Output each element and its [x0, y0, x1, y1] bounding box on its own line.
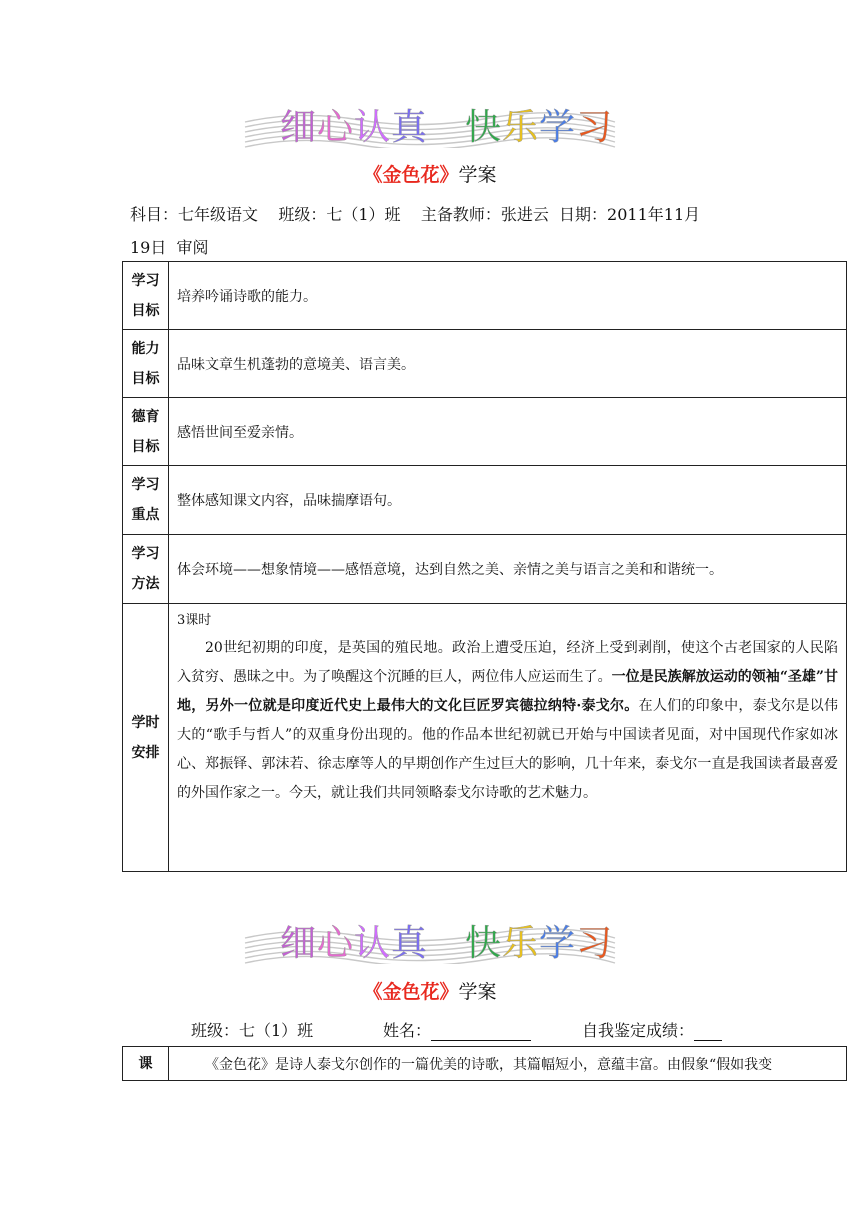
- intro-paragraph: 20世纪初期的印度，是英国的殖民地。政治上遭受压迫，经济上受到剥削，使这个古老国家的人民陷入贫穷、愚昧之中。为了唤醒这个沉睡的巨人，两位伟人应运而生了。一位是民族解放运动的领袖“圣雄”甘地，另外一位就是印度近代史上最伟大的文化巨匠罗宾德拉纳特·泰戈尔。在人们的印象中，泰戈尔是以伟大的“歌手与哲人”的双重身份出现的。他的作品本世纪初就已开始与中国读者见面，对中国现代作家如冰心、郑振铎、郭沫若、徐志摩等人的早期创作产生过巨大的影响，几十年来，泰戈尔一直是我国读者最喜爱的外国作家之一。今天，就让我们共同领略泰戈尔诗歌的艺术魅力。: [177, 640, 839, 801]
- page-title: [0, 160, 860, 187]
- banner-char: 心: [317, 107, 354, 148]
- title-book-name: 《金色花》: [363, 164, 459, 186]
- row-content: 感悟世间至爱亲情。: [169, 398, 847, 466]
- banner-char: 真: [391, 923, 428, 964]
- banner-char: 快: [465, 923, 502, 964]
- row-content: 体会环境——想象情境——感悟意境，达到自然之美、亲情之美与语言之美和和谐统一。: [169, 535, 847, 604]
- table-row: [123, 535, 847, 604]
- table-row: [123, 330, 847, 398]
- row-label: 德育 目标: [123, 398, 169, 466]
- row-content: 品味文章生机蓬勃的意境美、语言美。: [169, 330, 847, 398]
- banner-char: 乐: [502, 107, 539, 148]
- name-field[interactable]: [431, 1023, 531, 1041]
- meta-line-1: 科目：七年级语文 班级：七（1）班 主备教师：张进云 日期：2011年11月: [130, 205, 701, 224]
- schedule-content: [169, 604, 847, 872]
- banner-svg-2: [240, 920, 620, 964]
- title-suffix-2: 学案: [458, 981, 497, 1003]
- banner-char: 细: [280, 923, 317, 964]
- banner-wordart-2: [240, 920, 620, 964]
- table-row: [123, 1047, 847, 1081]
- banner-char: 习: [576, 923, 613, 964]
- banner-char: 真: [391, 107, 428, 148]
- row-label: 能力 目标: [123, 330, 169, 398]
- row-label: 学时 安排: [123, 604, 169, 872]
- row-content: 培养吟诵诗歌的能力。: [169, 262, 847, 330]
- row-content: 整体感知课文内容，品味揣摩语句。: [169, 466, 847, 535]
- banner-char: 细: [280, 107, 317, 148]
- banner-wordart: [240, 104, 620, 148]
- banner-char: 学: [539, 923, 576, 964]
- row-content: 《金色花》是诗人泰戈尔创作的一篇优美的诗歌，其篇幅短小，意蕴丰富。由假象“假如我变: [169, 1047, 847, 1081]
- table-row-schedule: [123, 604, 847, 872]
- lesson-plan-table: [122, 261, 847, 872]
- banner-char: 认: [354, 107, 391, 148]
- grade-label: 自我鉴定成绩：: [582, 1018, 722, 1041]
- period-count: 3课时: [177, 613, 212, 628]
- row-label: 学习 重点: [123, 466, 169, 535]
- table-row: [123, 262, 847, 330]
- table-row: [123, 466, 847, 535]
- banner-char: 学: [539, 107, 576, 148]
- grade-field[interactable]: [694, 1023, 722, 1041]
- meta-line-2: 19日 审阅: [130, 238, 209, 257]
- banner-svg: [240, 104, 620, 148]
- row-label: 学习 目标: [123, 262, 169, 330]
- banner-char: 心: [317, 923, 354, 964]
- banner-char: 习: [576, 107, 613, 148]
- name-label: 姓名：: [383, 1018, 531, 1041]
- title-suffix: 学案: [458, 164, 497, 186]
- banner-char: 认: [354, 923, 391, 964]
- row-label: 学习 方法: [123, 535, 169, 604]
- row-label: 课: [123, 1047, 169, 1081]
- title-book-name-2: 《金色花》: [363, 981, 459, 1003]
- table-row: [123, 398, 847, 466]
- banner-char: 乐: [502, 923, 539, 964]
- class-label: 班级：七（1）班: [191, 1021, 314, 1040]
- page-title-2: [0, 977, 860, 1004]
- lesson-table-2: [122, 1046, 847, 1081]
- banner-char: 快: [465, 107, 502, 148]
